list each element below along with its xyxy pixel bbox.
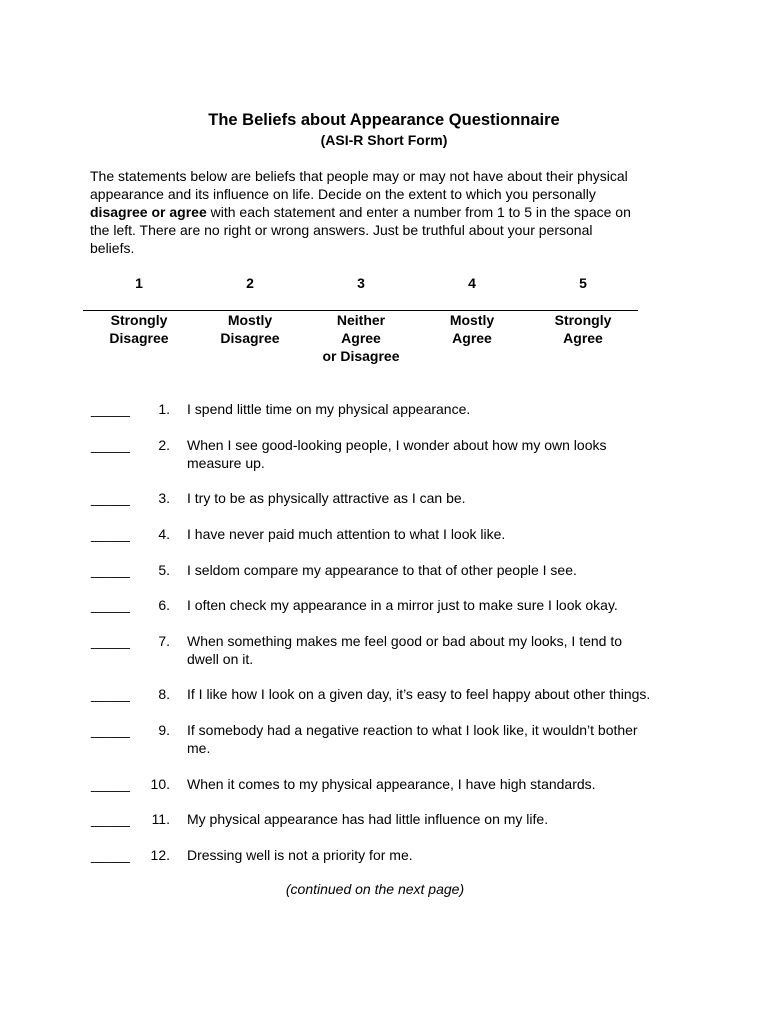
answer-blank[interactable]: _____ [91, 776, 130, 792]
scale-label-line: Disagree [109, 330, 169, 346]
scale-label-line: or Disagree [322, 348, 400, 364]
scale-label-4 [417, 311, 527, 347]
instructions-line: the left. There are no right or wrong answers. Just be truthful about your personal [90, 222, 593, 238]
instructions-line [90, 203, 690, 221]
item-number: 7. [158, 633, 170, 649]
instructions-emphasis: disagree or agree [90, 204, 207, 220]
answer-blank[interactable]: _____ [91, 401, 130, 417]
item-number: 12. [150, 847, 170, 863]
scale-number-5: 5 [579, 275, 587, 291]
answer-blank[interactable]: _____ [91, 562, 130, 578]
item-text [187, 400, 697, 418]
item-text [187, 685, 697, 703]
item-number: 4. [158, 526, 170, 542]
scale-label-line: Neither [336, 312, 386, 328]
item-text-line: I seldom compare my appearance to that of other people I see. [187, 562, 577, 578]
answer-blank[interactable]: _____ [91, 686, 130, 702]
item-text [187, 632, 697, 668]
answer-blank[interactable]: _____ [91, 633, 130, 649]
item-number: 2. [158, 437, 170, 453]
scale-label-3 [306, 311, 416, 365]
scale-number-4: 4 [468, 275, 476, 291]
item-text [187, 596, 697, 614]
item-text-line: measure up. [187, 455, 265, 471]
item-text [187, 810, 697, 828]
instructions-line-rest: with each statement and enter a number from 1 to 5 in the space on [206, 204, 631, 220]
item-text-line: When I see good-looking people, I wonder about how my own looks [187, 437, 607, 453]
item-number: 10. [150, 776, 170, 792]
item-text [187, 775, 697, 793]
answer-blank[interactable]: _____ [91, 811, 130, 827]
item-number: 11. [151, 811, 170, 827]
scale-label-5 [528, 311, 638, 347]
answer-blank[interactable]: _____ [91, 437, 130, 453]
item-number: 3. [158, 490, 170, 506]
item-number: 9. [158, 722, 170, 738]
answer-blank[interactable]: _____ [91, 490, 130, 506]
scale-label-line: Mostly [449, 312, 495, 328]
scale-label-line: Agree [341, 330, 381, 346]
item-text-line: When something makes me feel good or bad about my looks, I tend to [187, 633, 623, 649]
scale-number-1: 1 [135, 275, 143, 291]
scale-label-2 [195, 311, 305, 347]
item-text-line: Dressing well is not a priority for me. [187, 847, 413, 863]
item-text [187, 846, 697, 864]
item-text [187, 489, 697, 507]
item-text-line: dwell on it. [187, 651, 254, 667]
item-number: 1. [158, 401, 170, 417]
instructions-line: The statements below are beliefs that people may or may not have about their physical [90, 168, 628, 184]
item-text-line: If somebody had a negative reaction to what I look like, it wouldn’t bother [187, 722, 638, 738]
item-number: 8. [158, 686, 170, 702]
item-text-line: When it comes to my physical appearance, I have high standards. [187, 776, 596, 792]
item-number: 6. [158, 597, 170, 613]
item-text-line: I often check my appearance in a mirror just to make sure I look okay. [187, 597, 618, 613]
continued-note: (continued on the next page) [285, 881, 465, 897]
scale-label-line: Mostly [227, 312, 273, 328]
scale-label-1 [84, 311, 194, 347]
item-text-line: I try to be as physically attractive as I can be. [187, 490, 466, 506]
item-text [187, 721, 697, 757]
item-text-line: I spend little time on my physical appearance. [187, 401, 471, 417]
scale-number-3: 3 [357, 275, 365, 291]
item-text-line: me. [187, 740, 211, 756]
scale-label-line: Agree [452, 330, 492, 346]
answer-blank[interactable]: _____ [91, 597, 130, 613]
item-number: 5. [158, 562, 170, 578]
item-text-line: If I like how I look on a given day, it’s easy to feel happy about other things. [187, 686, 651, 702]
scale-label-line: Agree [563, 330, 603, 346]
scale-label-line: Strongly [554, 312, 612, 328]
instructions-paragraph [90, 167, 690, 257]
scale-number-2: 2 [246, 275, 254, 291]
answer-blank[interactable]: _____ [91, 847, 130, 863]
scale-label-line: Disagree [220, 330, 280, 346]
item-text-line: I have never paid much attention to what I look like. [187, 526, 506, 542]
item-text [187, 436, 697, 472]
answer-blank[interactable]: _____ [91, 526, 130, 542]
item-text [187, 525, 697, 543]
answer-blank[interactable]: _____ [91, 722, 130, 738]
scale-label-line: Strongly [110, 312, 168, 328]
item-text-line: My physical appearance has had little influence on my life. [187, 811, 549, 827]
item-text [187, 561, 697, 579]
instructions-line: appearance and its influence on life. Decide on the extent to which you personally [90, 186, 596, 202]
page-title: The Beliefs about Appearance Questionnaire [208, 111, 560, 129]
instructions-line: beliefs. [90, 240, 135, 256]
page-subtitle: (ASI-R Short Form) [320, 132, 448, 148]
